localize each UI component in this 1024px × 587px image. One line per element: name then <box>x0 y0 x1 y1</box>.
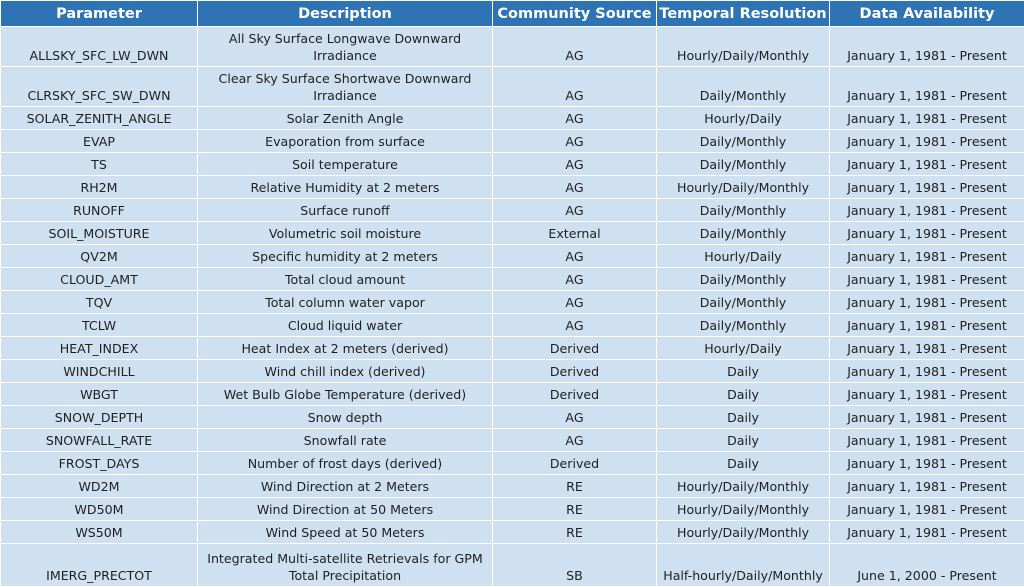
cell-data-availability: January 1, 1981 - Present <box>830 383 1024 406</box>
table-row <box>1 153 1024 176</box>
cell-temporal-resolution: Hourly/Daily <box>657 107 830 130</box>
cell-data-availability: January 1, 1981 - Present <box>830 130 1024 153</box>
cell-data-availability: January 1, 1981 - Present <box>830 176 1024 199</box>
cell-description: Wind Direction at 2 Meters <box>198 475 493 498</box>
table-header-row <box>1 1 1024 27</box>
cell-description: Relative Humidity at 2 meters <box>198 176 493 199</box>
cell-temporal-resolution: Hourly/Daily/Monthly <box>657 521 830 544</box>
cell-community-source: RE <box>493 521 657 544</box>
cell-parameter: SNOWFALL_RATE <box>1 429 198 452</box>
cell-parameter: RUNOFF <box>1 199 198 222</box>
cell-parameter: WD2M <box>1 475 198 498</box>
cell-data-availability: January 1, 1981 - Present <box>830 268 1024 291</box>
cell-temporal-resolution: Daily <box>657 429 830 452</box>
table-row <box>1 544 1024 587</box>
cell-community-source: AG <box>493 268 657 291</box>
header-description: Description <box>198 1 493 27</box>
cell-data-availability: January 1, 1981 - Present <box>830 406 1024 429</box>
cell-parameter: IMERG_PRECTOT <box>1 544 198 587</box>
cell-temporal-resolution: Hourly/Daily <box>657 337 830 360</box>
cell-community-source: SB <box>493 544 657 587</box>
cell-temporal-resolution: Daily/Monthly <box>657 199 830 222</box>
cell-description: Wet Bulb Globe Temperature (derived) <box>198 383 493 406</box>
header-community-source: Community Source <box>493 1 657 27</box>
cell-parameter: TQV <box>1 291 198 314</box>
cell-parameter: CLOUD_AMT <box>1 268 198 291</box>
table-row <box>1 130 1024 153</box>
header-data-availability: Data Availability <box>830 1 1024 27</box>
cell-parameter: HEAT_INDEX <box>1 337 198 360</box>
table-row <box>1 498 1024 521</box>
cell-description: Wind Direction at 50 Meters <box>198 498 493 521</box>
cell-parameter: TS <box>1 153 198 176</box>
table-row <box>1 521 1024 544</box>
cell-temporal-resolution: Daily/Monthly <box>657 268 830 291</box>
cell-parameter: WBGT <box>1 383 198 406</box>
cell-temporal-resolution: Hourly/Daily/Monthly <box>657 475 830 498</box>
table-row <box>1 291 1024 314</box>
cell-temporal-resolution: Hourly/Daily/Monthly <box>657 176 830 199</box>
cell-description: Integrated Multi-satellite Retrievals for GPM Total Precipitation <box>198 544 493 587</box>
cell-temporal-resolution: Hourly/Daily <box>657 245 830 268</box>
header-temporal-resolution: Temporal Resolution <box>657 1 830 27</box>
cell-description: Heat Index at 2 meters (derived) <box>198 337 493 360</box>
cell-description: Wind chill index (derived) <box>198 360 493 383</box>
table-row <box>1 429 1024 452</box>
cell-community-source: AG <box>493 67 657 107</box>
cell-data-availability: January 1, 1981 - Present <box>830 67 1024 107</box>
cell-data-availability: January 1, 1981 - Present <box>830 475 1024 498</box>
cell-community-source: AG <box>493 245 657 268</box>
cell-description: Soil temperature <box>198 153 493 176</box>
table-row <box>1 245 1024 268</box>
cell-community-source: AG <box>493 314 657 337</box>
cell-temporal-resolution: Daily/Monthly <box>657 153 830 176</box>
cell-temporal-resolution: Daily <box>657 383 830 406</box>
cell-data-availability: January 1, 1981 - Present <box>830 498 1024 521</box>
cell-temporal-resolution: Daily <box>657 406 830 429</box>
cell-data-availability: January 1, 1981 - Present <box>830 314 1024 337</box>
cell-community-source: RE <box>493 475 657 498</box>
cell-temporal-resolution: Hourly/Daily/Monthly <box>657 498 830 521</box>
cell-data-availability: January 1, 1981 - Present <box>830 360 1024 383</box>
cell-temporal-resolution: Daily <box>657 360 830 383</box>
cell-parameter: WD50M <box>1 498 198 521</box>
cell-parameter: QV2M <box>1 245 198 268</box>
cell-community-source: AG <box>493 107 657 130</box>
cell-community-source: AG <box>493 153 657 176</box>
cell-community-source: RE <box>493 498 657 521</box>
table-row <box>1 360 1024 383</box>
cell-temporal-resolution: Daily/Monthly <box>657 222 830 245</box>
cell-data-availability: January 1, 1981 - Present <box>830 153 1024 176</box>
cell-parameter: SOIL_MOISTURE <box>1 222 198 245</box>
cell-community-source: AG <box>493 130 657 153</box>
cell-description: Surface runoff <box>198 199 493 222</box>
cell-parameter: ALLSKY_SFC_LW_DWN <box>1 27 198 67</box>
cell-description: Volumetric soil moisture <box>198 222 493 245</box>
cell-parameter: FROST_DAYS <box>1 452 198 475</box>
cell-parameter: WS50M <box>1 521 198 544</box>
cell-description: Total cloud amount <box>198 268 493 291</box>
cell-data-availability: June 1, 2000 - Present <box>830 544 1024 587</box>
cell-temporal-resolution: Half-hourly/Daily/Monthly <box>657 544 830 587</box>
header-parameter: Parameter <box>1 1 198 27</box>
cell-description: Evaporation from surface <box>198 130 493 153</box>
cell-description: Clear Sky Surface Shortwave Downward Irradiance <box>198 67 493 107</box>
cell-data-availability: January 1, 1981 - Present <box>830 429 1024 452</box>
cell-community-source: External <box>493 222 657 245</box>
cell-description: Wind Speed at 50 Meters <box>198 521 493 544</box>
cell-community-source: Derived <box>493 383 657 406</box>
cell-temporal-resolution: Daily <box>657 452 830 475</box>
cell-community-source: Derived <box>493 337 657 360</box>
cell-data-availability: January 1, 1981 - Present <box>830 199 1024 222</box>
table-row <box>1 383 1024 406</box>
table-row <box>1 222 1024 245</box>
cell-parameter: EVAP <box>1 130 198 153</box>
cell-community-source: AG <box>493 199 657 222</box>
cell-temporal-resolution: Daily/Monthly <box>657 130 830 153</box>
cell-parameter: SOLAR_ZENITH_ANGLE <box>1 107 198 130</box>
cell-temporal-resolution: Daily/Monthly <box>657 67 830 107</box>
cell-data-availability: January 1, 1981 - Present <box>830 107 1024 130</box>
cell-description: Solar Zenith Angle <box>198 107 493 130</box>
cell-data-availability: January 1, 1981 - Present <box>830 521 1024 544</box>
cell-data-availability: January 1, 1981 - Present <box>830 245 1024 268</box>
cell-data-availability: January 1, 1981 - Present <box>830 27 1024 67</box>
table-row <box>1 475 1024 498</box>
cell-data-availability: January 1, 1981 - Present <box>830 337 1024 360</box>
table-row <box>1 107 1024 130</box>
table-row <box>1 67 1024 107</box>
cell-data-availability: January 1, 1981 - Present <box>830 452 1024 475</box>
cell-parameter: RH2M <box>1 176 198 199</box>
table-row <box>1 406 1024 429</box>
cell-parameter: TCLW <box>1 314 198 337</box>
table-row <box>1 176 1024 199</box>
cell-description: Specific humidity at 2 meters <box>198 245 493 268</box>
cell-community-source: AG <box>493 291 657 314</box>
cell-description: Number of frost days (derived) <box>198 452 493 475</box>
cell-data-availability: January 1, 1981 - Present <box>830 291 1024 314</box>
cell-community-source: Derived <box>493 360 657 383</box>
cell-temporal-resolution: Hourly/Daily/Monthly <box>657 27 830 67</box>
cell-data-availability: January 1, 1981 - Present <box>830 222 1024 245</box>
cell-community-source: AG <box>493 429 657 452</box>
cell-temporal-resolution: Daily/Monthly <box>657 291 830 314</box>
cell-description: All Sky Surface Longwave Downward Irradiance <box>198 27 493 67</box>
table-row <box>1 27 1024 67</box>
cell-parameter: CLRSKY_SFC_SW_DWN <box>1 67 198 107</box>
cell-community-source: AG <box>493 406 657 429</box>
table-row <box>1 337 1024 360</box>
table-row <box>1 314 1024 337</box>
cell-description: Snowfall rate <box>198 429 493 452</box>
cell-community-source: AG <box>493 176 657 199</box>
cell-description: Total column water vapor <box>198 291 493 314</box>
cell-temporal-resolution: Daily/Monthly <box>657 314 830 337</box>
cell-description: Snow depth <box>198 406 493 429</box>
cell-community-source: Derived <box>493 452 657 475</box>
cell-parameter: WINDCHILL <box>1 360 198 383</box>
cell-community-source: AG <box>493 27 657 67</box>
table-row <box>1 452 1024 475</box>
cell-description: Cloud liquid water <box>198 314 493 337</box>
cell-parameter: SNOW_DEPTH <box>1 406 198 429</box>
table-row <box>1 199 1024 222</box>
table-row <box>1 268 1024 291</box>
